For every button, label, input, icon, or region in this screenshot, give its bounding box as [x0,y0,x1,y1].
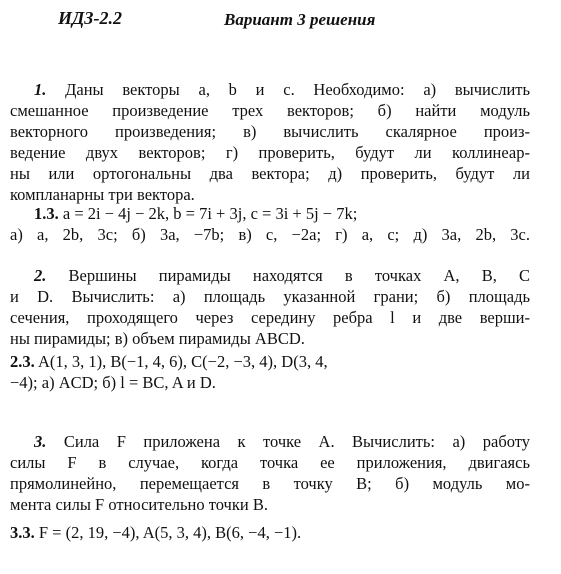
task-1-variant [10,203,530,245]
task-line: сечения, проходящего через середину ребра l и две верши- [10,308,530,327]
variant-number: 3.3. [10,523,35,542]
variant-text: F = (2, 19, −4), A(5, 3, 4), B(6, −4, −1). [38,523,302,542]
task-line: ны пирамиды; в) объем пирамиды ABCD. [10,329,305,348]
task-line [10,79,530,100]
variant-text: A(1, 3, 1), B(−1, 4, 6), C(−2, −3, 4), D(3, 4, [37,352,328,371]
task-2-statement [10,265,530,349]
task-1-statement [10,79,530,205]
task-number: 1. [34,80,47,99]
variant-line [10,351,530,372]
task-text: Даны векторы a, b и c. Необходимо: а) вычислить [65,80,531,99]
task-line: векторного произведения; в) вычислить скалярное произ- [10,122,530,141]
task-line: силы F в случае, когда точка ее приложения, двигаясь [10,453,530,472]
task-text: Сила F приложена к точке A. Вычислить: а) работу [63,432,530,451]
variant-line [10,203,530,224]
task-line: компланарны три вектора. [10,185,195,204]
variant-line: −4); а) ACD; б) l = BC, A и D. [10,373,216,392]
task-line: прямолинейно, перемещается в точку B; б) модуль мо- [10,474,530,493]
variant-line [10,522,530,543]
task-line: ведение двух векторов; г) проверить, будут ли коллинеар- [10,143,530,162]
variant-text: a = 2i − 4j − 2k, b = 7i + 3j, c = 3i + 5j − 7k; [62,204,358,223]
variant-line: а) a, 2b, 3c; б) 3a, −7b; в) c, −2a; г) a, c; д) 3a, 2b, 3c. [10,225,530,244]
task-line: и D. Вычислить: а) площадь указанной грани; б) площадь [10,287,530,306]
variant-number: 2.3. [10,352,35,371]
task-line: ны или ортогональны два вектора; д) проверить, будут ли [10,164,530,183]
task-line: мента силы F относительно точки B. [10,495,268,514]
document-title: Вариант 3 решения [224,10,376,29]
task-3-variant [10,522,530,543]
task-number: 3. [34,432,47,451]
task-number: 2. [34,266,47,285]
variant-number: 1.3. [34,204,59,223]
task-line: смешанное произведение трех векторов; б) найти модуль [10,101,530,120]
task-line [10,431,530,452]
task-3-statement [10,431,530,515]
task-text: Вершины пирамиды находятся в точках A, B, C [68,266,530,285]
task-2-variant [10,351,530,393]
assignment-code: ИДЗ-2.2 [58,8,122,28]
task-line [10,265,530,286]
